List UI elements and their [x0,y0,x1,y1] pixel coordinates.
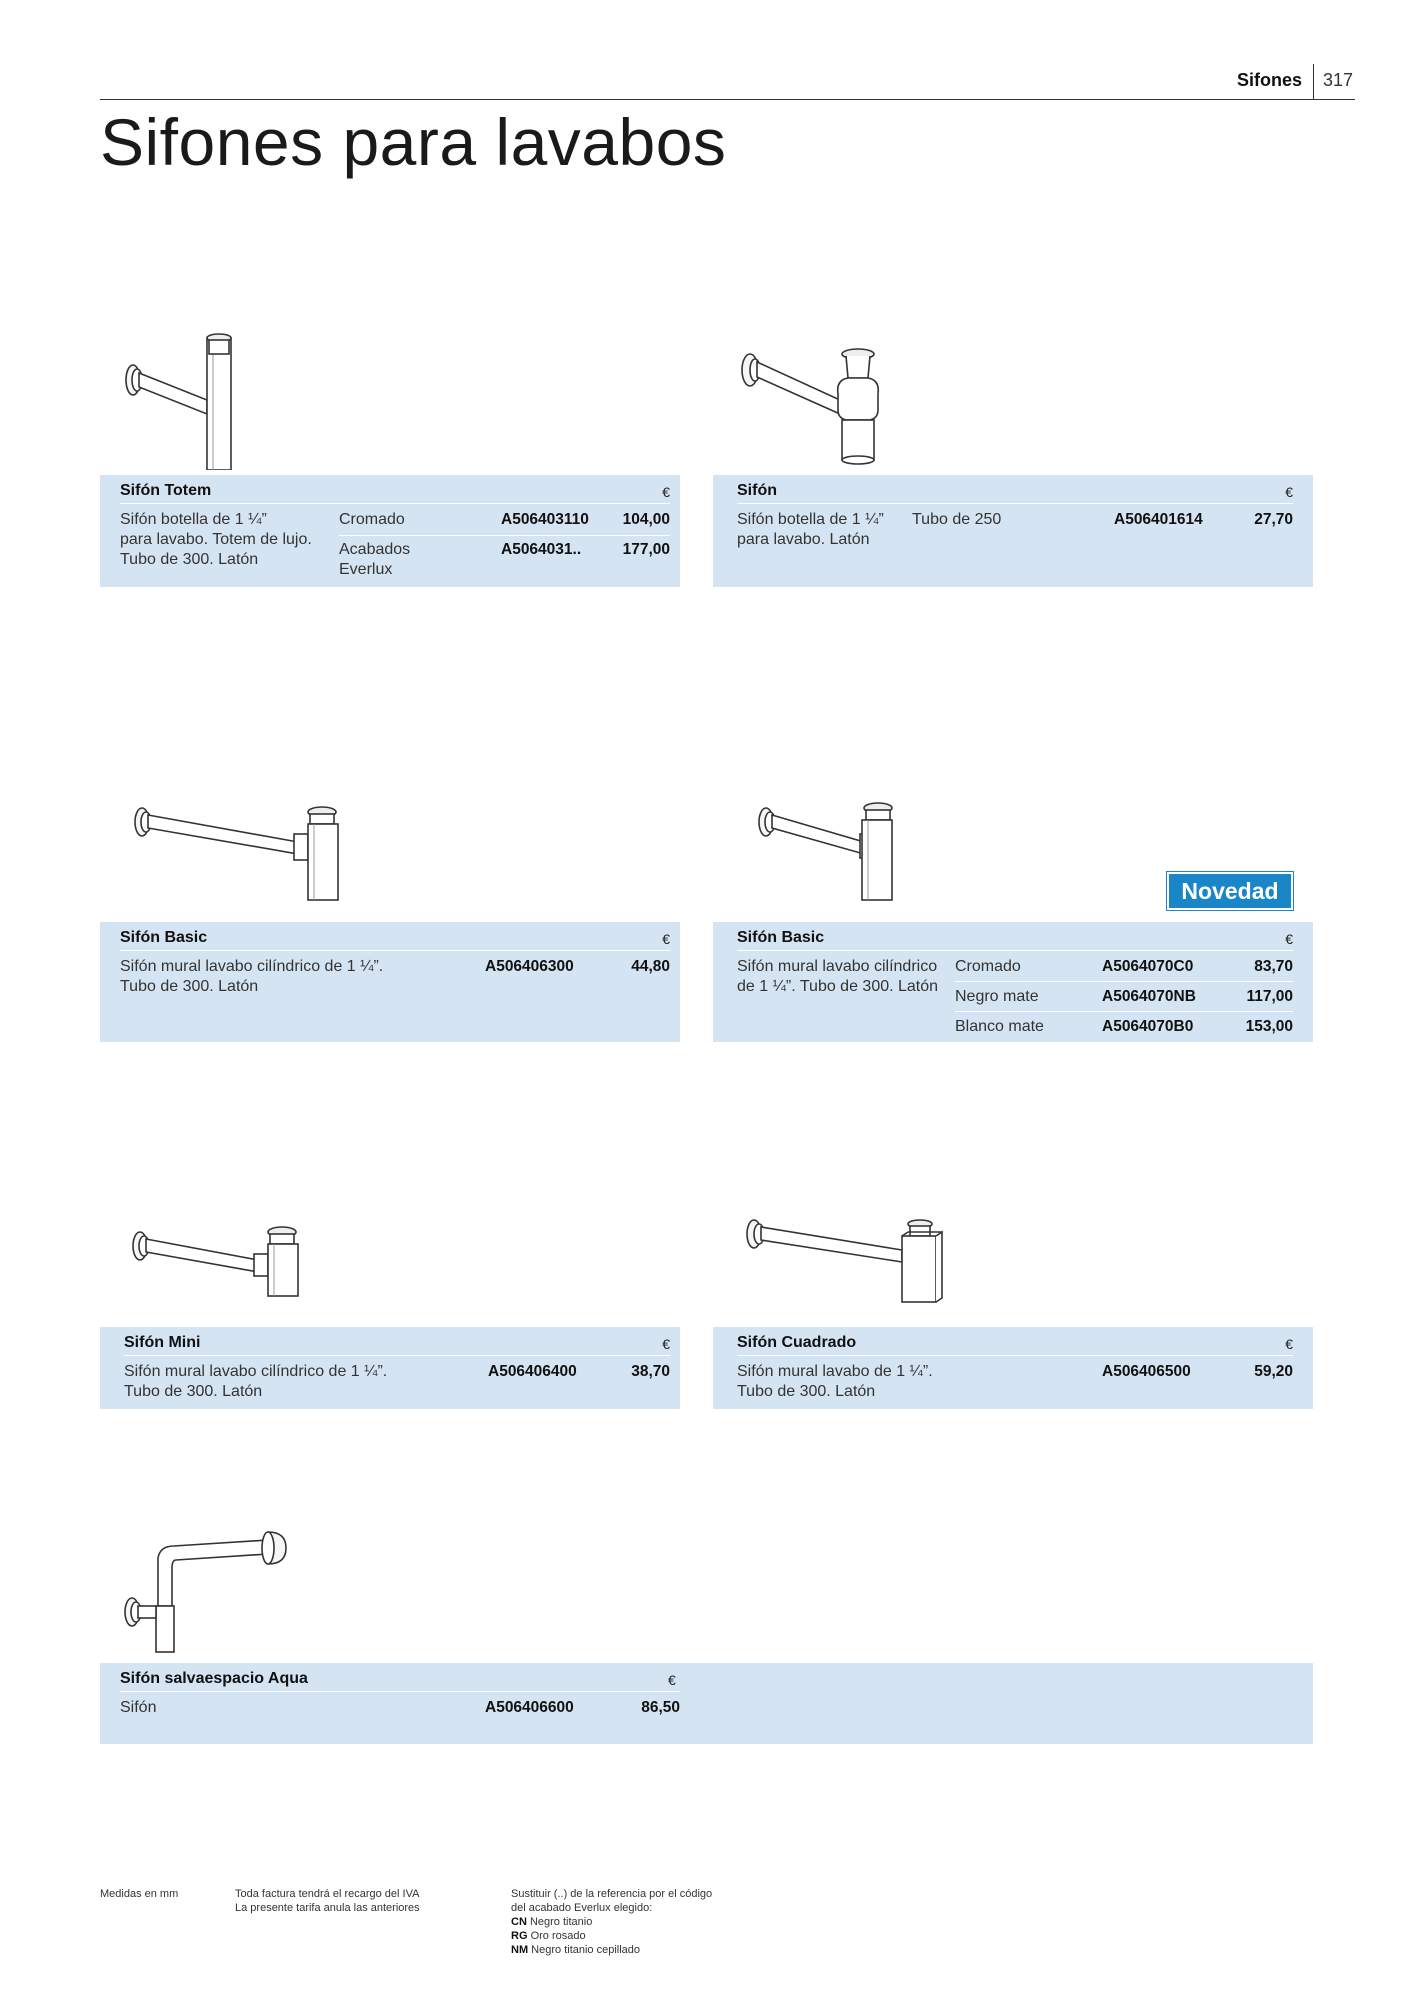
finish-label: Negro mate [955,988,1039,1005]
divider [737,1355,1293,1356]
product-title: Sifón [737,482,777,499]
divider [124,1355,670,1356]
product-title: Sifón salvaespacio Aqua [120,1670,308,1687]
finish-code-name: Oro rosado [530,1930,586,1942]
square-siphon-illustration [742,1216,952,1311]
product-description-line: Sifón mural lavabo cilíndrico de 1 ¼”. [120,958,384,975]
finish-code-name: Negro titanio cepillado [531,1944,641,1956]
divider [120,503,670,504]
divider [955,1011,1293,1012]
finish-label: Blanco mate [955,1018,1044,1035]
product-description: Sifón [120,1699,157,1716]
footer-line: Sustituir (..) de la referencia por el código [511,1888,713,1900]
product-description-line: Tubo de 300. Latón [120,978,259,995]
price: 177,00 [622,541,670,558]
product-description-line: Sifón mural lavabo cilíndrico [737,958,938,975]
footer-line: Toda factura tendrá el recargo del IVA [235,1888,420,1900]
finish-label: Everlux [339,561,393,578]
product-title: Sifón Basic [737,929,825,946]
page-title: Sifones para lavabos [100,105,727,179]
novedad-badge: Novedad [1167,872,1293,910]
product-title: Sifón Cuadrado [737,1334,857,1351]
footer-line: La presente tarifa anula las anteriores [235,1902,420,1914]
product-block-basic-2 [713,922,1313,1042]
header-separator [1313,64,1314,100]
footer-everlux-note [511,1887,712,1957]
divider [120,950,670,951]
finish-code-item [511,1943,712,1957]
product-description-line: Tubo de 300. Latón [120,551,259,568]
currency-label: € [1285,1336,1293,1352]
product-block-sifon [713,475,1313,587]
product-title: Sifón Totem [120,482,212,499]
finish-code-item [511,1915,712,1929]
basic-siphon-illustration-1 [128,800,358,905]
reference-code: A5064070C0 [1102,958,1194,975]
currency-label: € [668,1672,676,1688]
product-description-line: Sifón mural lavabo de 1 ¼”. [737,1363,933,1380]
product-block-aqua [100,1663,1313,1744]
reference-code: A506406300 [485,958,574,975]
basic-siphon-illustration-2 [752,800,912,905]
header-rule [100,99,1355,100]
product-description-line: Sifón botella de 1 ¼” [737,511,884,528]
reference-code: A506406400 [488,1363,577,1380]
aqua-siphon-illustration [118,1528,293,1658]
finish-label: Cromado [339,511,405,528]
finish-code: CN [511,1916,527,1928]
finish-label: Cromado [955,958,1021,975]
price: 117,00 [1246,988,1293,1005]
reference-code: A506403110 [501,511,589,528]
bottle-siphon-illustration [730,340,890,470]
product-description-line: Sifón botella de 1 ¼” [120,511,267,528]
finish-code-name: Negro titanio [529,1916,593,1928]
price: 104,00 [622,511,670,528]
product-block-mini [100,1327,680,1409]
product-description-line: para lavabo. Latón [737,531,870,548]
product-description-line: Tubo de 300. Latón [737,1383,876,1400]
product-title: Sifón Basic [120,929,208,946]
reference-code: A5064070B0 [1102,1018,1194,1035]
reference-code: A506401614 [1114,511,1203,528]
divider [737,503,1293,504]
divider [955,981,1293,982]
price: 38,70 [631,1363,670,1380]
price: 27,70 [1254,511,1293,528]
finish-code: RG [511,1930,528,1942]
reference-code: A506406600 [485,1699,574,1716]
divider [120,1691,680,1692]
product-description-line: para lavabo. Totem de lujo. [120,531,312,548]
product-title: Sifón Mini [124,1334,201,1351]
product-block-totem [100,475,680,587]
variant-label: Tubo de 250 [912,511,1002,528]
currency-label: € [1285,484,1293,500]
footer-vat-note [235,1887,420,1915]
finish-code: NM [511,1944,529,1956]
currency-label: € [1285,931,1293,947]
finish-label: Acabados [339,541,411,558]
reference-code: A506406500 [1102,1363,1191,1380]
price: 44,80 [631,958,670,975]
reference-code: A5064031.. [501,541,582,558]
footer-measurements-note: Medidas en mm [100,1888,179,1900]
currency-label: € [662,484,670,500]
product-description-line: Sifón mural lavabo cilíndrico de 1 ¼”. [124,1363,388,1380]
price: 86,50 [641,1699,680,1716]
divider [339,535,670,536]
currency-label: € [662,1336,670,1352]
price: 59,20 [1254,1363,1293,1380]
section-name: Sifones [1236,70,1302,90]
mini-siphon-illustration [128,1222,308,1302]
divider [737,950,1293,951]
product-description-line: de 1 ¼”. Tubo de 300. Latón [737,978,939,995]
currency-label: € [662,931,670,947]
totem-siphon-illustration [115,330,265,470]
product-block-cuadrado [713,1327,1313,1409]
product-block-basic-1 [100,922,680,1042]
page-number: 317 [1323,70,1354,90]
reference-code: A5064070NB [1102,988,1196,1005]
product-description-line: Tubo de 300. Latón [124,1383,263,1400]
footer-line: del acabado Everlux elegido: [511,1902,653,1914]
price: 83,70 [1254,958,1293,975]
finish-code-item [511,1929,712,1943]
price: 153,00 [1245,1018,1293,1035]
